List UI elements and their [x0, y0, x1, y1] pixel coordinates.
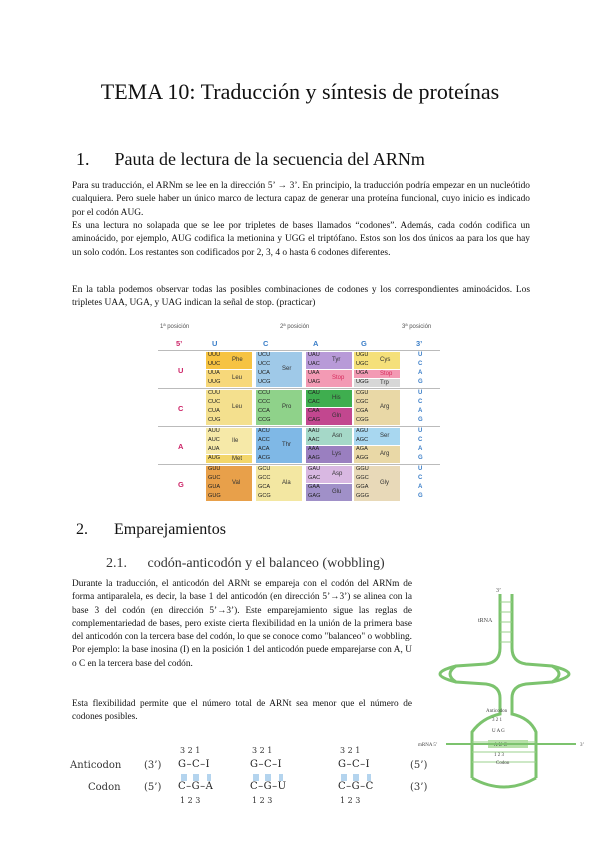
codon-cell: UCA — [258, 370, 270, 376]
codon-cell: UAG — [308, 379, 321, 385]
codon-cell: UCC — [258, 361, 271, 367]
codon-cell: GUG — [208, 493, 221, 499]
codon-cell: AUG — [208, 455, 221, 461]
third-base: G — [418, 455, 423, 461]
amino-acid-label: Asp — [332, 471, 343, 477]
amino-acid-label: Leu — [232, 404, 243, 410]
codon-cell: UGC — [356, 361, 369, 367]
amino-acid-label: Asn — [332, 433, 343, 439]
codon-cell: CCG — [258, 417, 271, 423]
page-title: TEMA 10: Traducción y síntesis de proteínas — [100, 79, 500, 104]
codon-cell: UGA — [356, 370, 369, 376]
codon-cell: CCC — [258, 399, 271, 405]
amino-acid-label: Ser — [380, 433, 390, 439]
amino-acid-label: Ser — [282, 366, 292, 372]
codon-cell: GUU — [208, 466, 221, 472]
subsection-heading — [106, 556, 385, 572]
codon-cell: AGU — [356, 428, 369, 434]
codon-cell: UAU — [308, 352, 320, 358]
table-row-divider — [158, 388, 440, 389]
position-numbers: 1 2 3 — [340, 796, 361, 805]
amino-acid-label: Val — [232, 480, 241, 486]
codon-cell: GGA — [356, 484, 369, 490]
paragraph: Durante la traducción, el anticodón del ARNt se empareja con el codón del ARNm de forma antiparalela, es decir, la base 1 del anticodón (en dirección 5’→3’) se alinea con la base 3 del codón (en dirección 5’→3’). Este emparejamiento sigue las reglas de complementariedad de bases, pero existe cierta flexibilidad en la unión de la primera base del anticodón con la tercera base del codón, lo que se conoce como "balanceo" o wobbling. Por ejemplo: la base inosina (I) en la posición 1 del anticodón puede emparejarse con A, U o C en la tercera base del codón. — [72, 579, 412, 669]
section-number: 2. — [76, 521, 88, 538]
position-numbers: 1 2 3 — [180, 796, 201, 805]
amino-acid-label: Phe — [232, 357, 243, 363]
codon-cell: CGC — [356, 399, 369, 405]
codon-cell: GAG — [308, 493, 321, 499]
position-numbers: 1 2 3 — [252, 796, 273, 805]
codon-cell: CGA — [356, 408, 369, 414]
amino-acid-label: Tyr — [332, 357, 341, 363]
mrna-label: mRNA 5’ — [418, 743, 438, 748]
amino-acid-label: Glu — [332, 489, 342, 495]
amino-acid-label: Ile — [232, 437, 239, 444]
codon-cell: GUC — [208, 475, 221, 481]
codon-cell: UCG — [258, 379, 271, 385]
section-title: Emparejamientos — [114, 521, 226, 538]
codon-5prime: (5’) — [144, 782, 162, 793]
second-base-u: U — [212, 339, 218, 348]
codon-cell: GAC — [308, 475, 321, 481]
third-base: A — [418, 370, 423, 376]
codon-cell: UUA — [208, 370, 220, 376]
amino-acid-label: His — [332, 395, 341, 401]
third-base: A — [418, 408, 423, 414]
codon-cell: CCA — [258, 408, 270, 414]
header-third-position: 3ª posición — [402, 324, 432, 330]
position-numbers: 3 2 1 — [180, 746, 201, 755]
section-heading-1 — [76, 149, 425, 170]
second-base-a: A — [313, 339, 319, 348]
amino-acid-label: Stop — [332, 375, 345, 381]
amino-acid-label: Arg — [380, 451, 390, 457]
amino-acid-label: Arg — [380, 404, 390, 410]
header-second-position: 2ª posición — [280, 324, 310, 330]
codon-cell: ACG — [258, 455, 271, 461]
paragraph: Para su traducción, el ARNm se lee en la dirección 5’ → 3’. En principio, la traducción podría empezar en un nucleótido cualquiera. Pero suele haber un único marco de lectura capaz de generar una proteína funcional, cuyo inicio es indicado por el codón AUG. — [72, 181, 530, 218]
second-base-g: G — [361, 339, 367, 348]
codon-numbers: 1 2 3 — [494, 753, 504, 758]
anticodon-5prime: (5’) — [410, 760, 428, 771]
codon-cell: UUG — [208, 379, 221, 385]
codon-cell: GCC — [258, 475, 271, 481]
codon-cell: GAA — [308, 484, 320, 490]
codon-cell: CGU — [356, 390, 369, 396]
codon-sequence: C–G–A — [178, 781, 214, 792]
header-first-position: 1ª posición — [160, 324, 190, 330]
table-row-divider — [158, 350, 440, 351]
codon-cell: CGG — [356, 417, 369, 423]
codon-cell: GAU — [308, 466, 321, 472]
codon-cell: CAG — [308, 417, 321, 423]
codon-label: Codon — [496, 761, 510, 766]
third-base: U — [418, 466, 423, 472]
wobble-pairing-examples — [70, 744, 510, 840]
amino-acid-label: Met — [232, 455, 243, 462]
amino-acid-label: Lys — [332, 451, 342, 457]
anticodon-label: Anticodon — [486, 709, 508, 714]
subsection-number: 2.1. — [106, 556, 127, 571]
codon-cell: UCU — [258, 352, 271, 358]
codon-cell: GCA — [258, 484, 271, 490]
third-base: A — [418, 446, 423, 452]
codon-cell: AGG — [356, 455, 369, 461]
amino-acid-label: Ala — [282, 480, 291, 486]
amino-acid-label: Trp — [380, 379, 389, 386]
codon-3prime: (3’) — [410, 782, 428, 793]
mrna-3prime: 3’ — [580, 743, 585, 748]
codon-cell: CAA — [308, 408, 320, 414]
codon-sequence: C–G–C — [338, 781, 374, 792]
section-heading-2 — [76, 521, 226, 539]
codon-cell: UAC — [308, 361, 320, 367]
paragraph: Es una lectura no solapada que se lee por tripletes de bases llamados “codones”. Además, cada codón codifica un aminoácido, por ejemplo, AUG codifica la metionina y UGG el triptófano. Estos son los dos únicos aa para los que hay un solo codón. Los restantes son codificados por 2, 3, 4 o hasta 6 codones diferentes. — [72, 221, 530, 258]
codon-table — [158, 320, 440, 506]
five-prime-label: 5’ — [176, 339, 183, 348]
table-row-divider — [158, 464, 440, 465]
anticodon-bases: U A G — [492, 729, 505, 734]
codon-sequence: C–G–U — [250, 781, 287, 792]
codon-cell: CUU — [208, 390, 221, 396]
third-base: U — [418, 352, 423, 358]
amino-acid-label: Gln — [332, 413, 342, 419]
codon-cell: UAA — [308, 370, 320, 376]
anticodon-sequence: G–C–I — [178, 759, 211, 770]
codon-cell: ACA — [258, 446, 270, 452]
codon-cell: CUA — [208, 408, 220, 414]
third-base: C — [418, 475, 423, 481]
amino-acid-label: Stop — [380, 370, 393, 377]
anticodon-3prime: (3’) — [144, 760, 162, 771]
first-base: A — [178, 442, 184, 451]
first-base: U — [178, 366, 184, 375]
trna-stem-rungs — [472, 602, 536, 762]
position-numbers: 3 2 1 — [340, 746, 361, 755]
paragraph: Esta flexibilidad permite que el número total de ARNt sea menor que el número de codones posibles. — [72, 699, 412, 723]
third-base: G — [418, 417, 423, 423]
anticodon-row-label: Anticodon — [70, 760, 122, 771]
codon-cell: CCU — [258, 390, 271, 396]
codon-cell: ACU — [258, 428, 270, 434]
codon-cell: AUA — [208, 446, 220, 452]
codon-bases: A U C — [494, 743, 507, 748]
third-base: G — [418, 493, 423, 499]
position-numbers: 3 2 1 — [252, 746, 273, 755]
codon-cell: ACC — [258, 437, 270, 443]
codon-cell: AAC — [308, 437, 320, 443]
amino-acid-label: Leu — [232, 375, 243, 381]
amino-acid-label: Thr — [282, 442, 291, 448]
codon-cell: AUC — [208, 437, 220, 443]
codon-cell: GGU — [356, 466, 369, 472]
codon-cell: GCU — [258, 466, 271, 472]
trna-label: tRNA — [478, 618, 493, 624]
three-prime-label: 3’ — [416, 339, 423, 348]
third-base: C — [418, 399, 423, 405]
third-base: C — [418, 437, 423, 443]
amino-acid-label: Cys — [380, 357, 391, 363]
codon-cell: CUC — [208, 399, 221, 405]
third-base: U — [418, 390, 423, 396]
first-base: C — [178, 404, 184, 413]
table-row-divider — [158, 426, 440, 427]
codon-cell: GUA — [208, 484, 221, 490]
codon-cell: GCG — [258, 493, 271, 499]
codon-cell: AUU — [208, 428, 220, 434]
codon-cell: UUC — [208, 361, 221, 367]
trna-3prime: 3’ — [496, 588, 501, 594]
section-number: 1. — [76, 149, 90, 169]
third-base: U — [418, 428, 423, 434]
amino-acid-label: Gly — [380, 480, 389, 486]
codon-cell: AGC — [356, 437, 369, 443]
second-base-c: C — [263, 339, 269, 348]
section-title: Pauta de lectura de la secuencia del ARNm — [114, 149, 425, 169]
codon-row-label: Codon — [88, 782, 121, 793]
subsection-title: codón-anticodón y el balanceo (wobbling) — [147, 556, 385, 571]
codon-cell: UGG — [356, 379, 369, 385]
paragraph: En la tabla podemos observar todas las posibles combinaciones de codones y los correspondientes aminoácidos. Los tripletes UAA, UGA, y UAG indican la señal de stop. (practicar) — [72, 285, 530, 309]
codon-cell: UUU — [208, 352, 221, 358]
anticodon-numbers: 3 2 1 — [492, 718, 502, 723]
codon-cell: GGC — [356, 475, 369, 481]
codon-cell: AGA — [356, 446, 368, 452]
third-base: G — [418, 379, 423, 385]
codon-cell: AAU — [308, 428, 320, 434]
codon-cell: CAU — [308, 390, 320, 396]
codon-cell: GGG — [356, 493, 370, 499]
third-base: A — [418, 484, 423, 490]
third-base: C — [418, 361, 423, 367]
first-base: G — [178, 480, 184, 489]
codon-cell: CAC — [308, 399, 320, 405]
pairing-bonds — [70, 744, 510, 840]
codon-cell: AAA — [308, 446, 320, 452]
codon-cell: AAG — [308, 455, 320, 461]
codon-cell: CUG — [208, 417, 221, 423]
amino-acid-label: Pro — [282, 404, 292, 410]
codon-cell: UGU — [356, 352, 369, 358]
anticodon-sequence: G–C–I — [338, 759, 371, 770]
anticodon-sequence: G–C–I — [250, 759, 283, 770]
